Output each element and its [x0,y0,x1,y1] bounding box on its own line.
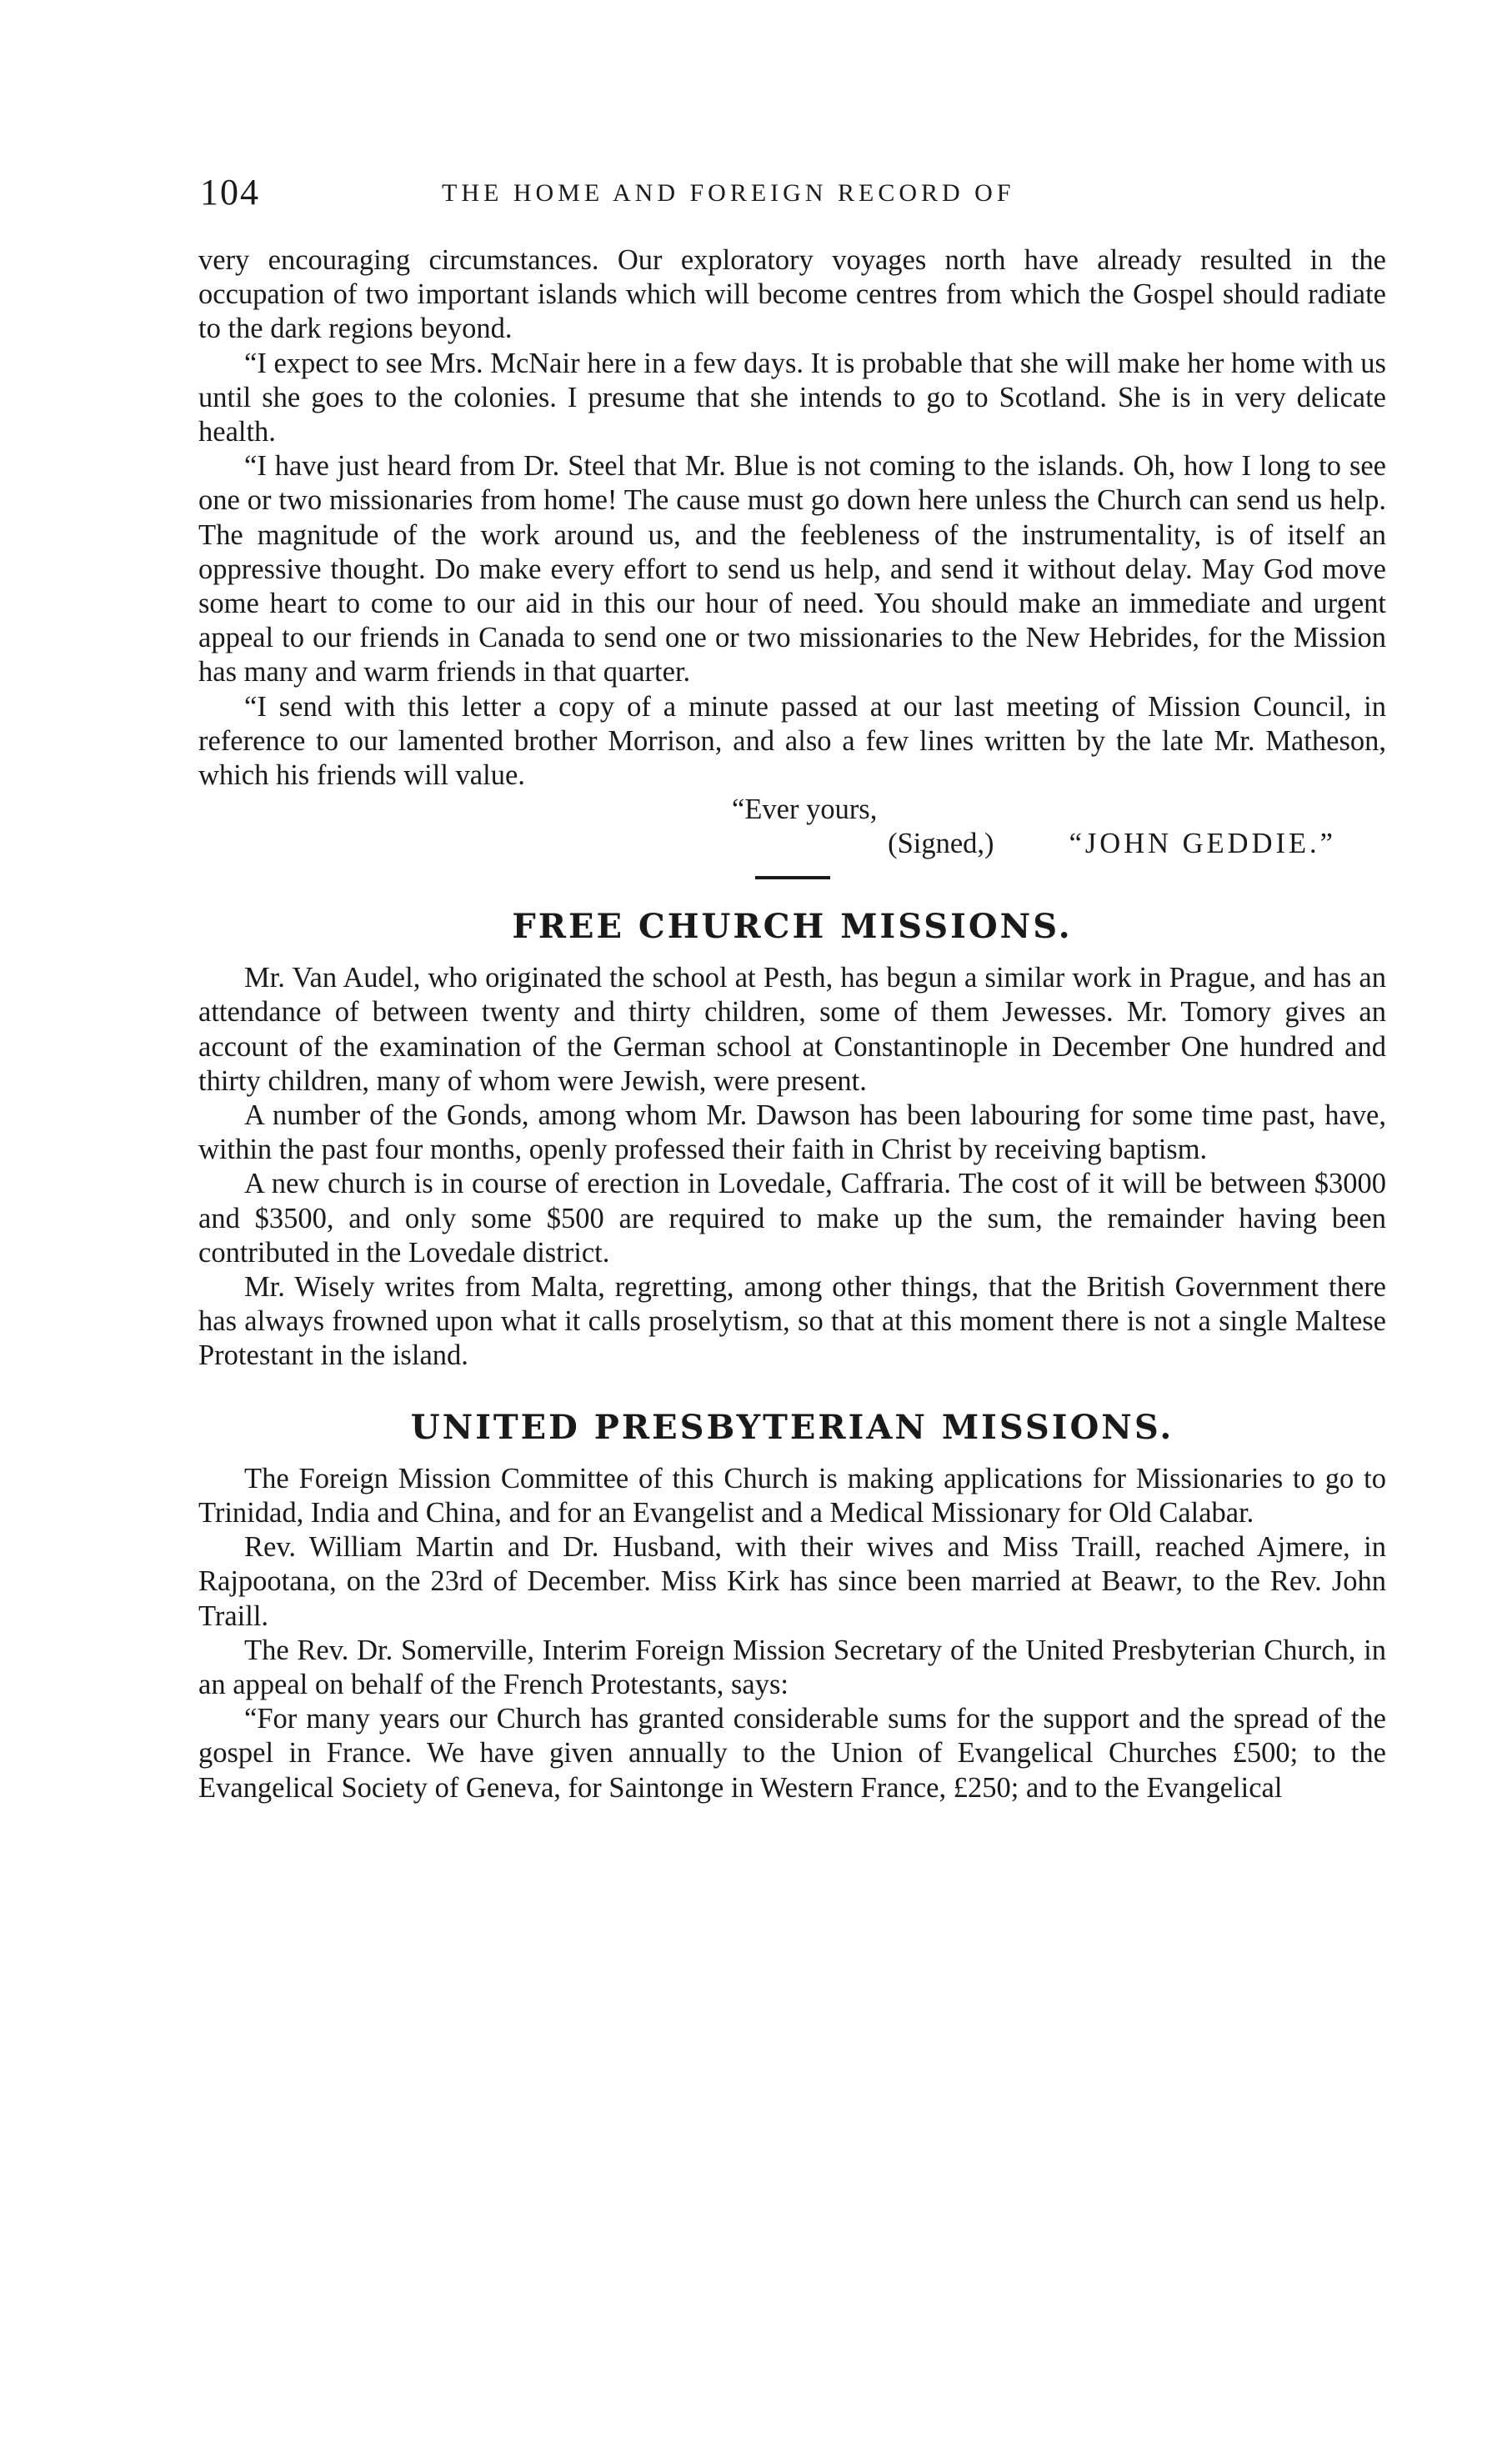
section-heading-free-church: FREE CHURCH MISSIONS. [512,907,1073,947]
section-paragraph: “For many years our Church has granted considerable sums for the support and the spread of the gospel in France. We have given annually to the Union of Evangelical Churches £500; to the Evangelical Society of Geneva, for Saintonge in Western France, £250; and to the Evangelical [198,1703,1386,1804]
section-paragraph: Mr. Van Audel, who originated the school at Pesth, has begun a similar work in Prague, and has an attendance of between twenty and thirty children, some of them Jewesses. Mr. Tomory gives an account of the examination of the German school at Constantinople in December One hundred and thirty children, many of whom were Jewish, were present. [198,962,1386,1097]
letter-paragraph: “I have just heard from Dr. Steel that Mr. Blue is not coming to the islands. Oh, how I long to see one or two missionaries from home! The cause must go down here unless the Church can send us help. The magnitude of the work around us, and the feebleness of the instrumentality, is of itself an oppressive thought. Do make every effort to send us help, and send it without delay. May God move some heart to come to our aid in this our hour of need. You should make an immediate and urgent appeal to our friends in Canada to send one or two missionaries to the New Hebrides, for the Mission has many and warm friends in that quarter. [198,450,1386,688]
letter-paragraph: very encouraging circumstances. Our exploratory voyages north have already resulted in the occupation of two important islands which will become centres from which the Gospel should radiate to the dark regions beyond. [198,244,1386,345]
section-divider-rule [755,876,830,879]
section-paragraph: Rev. William Martin and Dr. Husband, with their wives and Miss Traill, reached Ajmere, in Rajpootana, on the 23rd of December. Miss Kirk has since been married at Beawr, to the Rev. John Traill. [198,1531,1386,1632]
letter-paragraph: “I expect to see Mrs. McNair here in a few days. It is probable that she will make her home with us until she goes to the colonies. I presume that she intends to go to Scotland. She is in very delicate health. [198,347,1386,448]
running-head [200,171,1392,213]
section-heading-united-presbyterian: UNITED PRESBYTERIAN MISSIONS. [410,1407,1174,1447]
signature-name: “JOHN GEDDIE.” [1069,828,1336,860]
section-paragraph: The Rev. Dr. Somerville, Interim Foreign Mission Secretary of the United Presbyterian Church, in an appeal on behalf of the French Protestants, says: [198,1634,1386,1700]
page-number: 104 [200,172,260,213]
section-paragraph: Mr. Wisely writes from Malta, regretting, among other things, that the British Government there has always frowned upon what it calls proselytism, so that at this moment there is not a single Maltese Protestant in the island. [198,1271,1386,1372]
text-column [198,243,1386,1805]
signature-line [198,827,1386,861]
section-paragraph: A number of the Gonds, among whom Mr. Dawson has been labouring for some time past, have, within the past four months, openly professed their faith in Christ by receiving baptism. [198,1099,1386,1166]
letter-closing [198,793,1386,827]
signed-label: (Signed,) [888,828,994,860]
letter-paragraph: “I send with this letter a copy of a minute passed at our last meeting of Mission Council, in reference to our lamented brother Morrison, and also a few lines written by the late Mr. Matheson, which his friends will value. [198,690,1386,792]
section-paragraph: A new church is in course of erection in Lovedale, Caffraria. The cost of it will be between $3000 and $3500, and only some $500 are required to make up the sum, the remainder having been contributed in the Lovedale district. [198,1168,1386,1269]
closing-text: “Ever yours, [732,793,878,826]
section-paragraph: The Foreign Mission Committee of this Church is making applications for Missionaries to go to Trinidad, India and China, and for an Evangelist and a Medical Missionary for Old Calabar. [198,1462,1386,1529]
running-title: THE HOME AND FOREIGN RECORD OF [442,179,1015,207]
